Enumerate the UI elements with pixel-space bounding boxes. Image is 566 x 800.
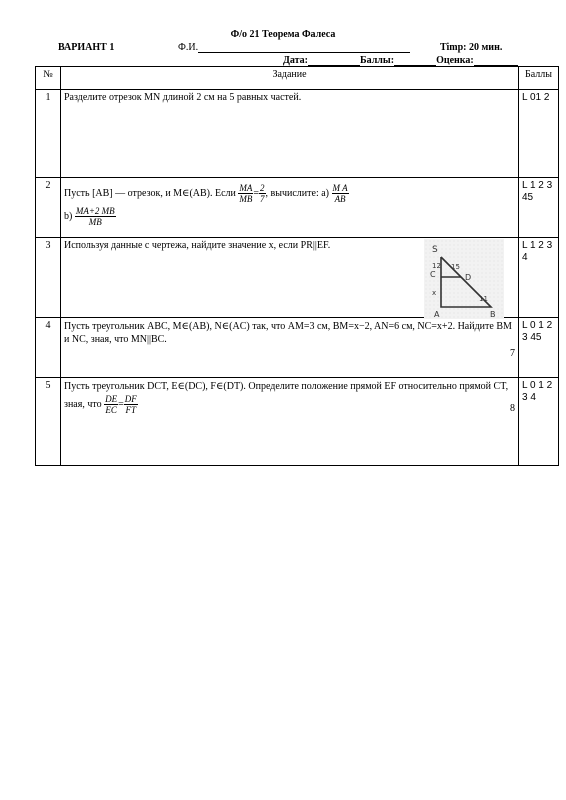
label-s: S	[432, 245, 438, 255]
col-points-header: Баллы	[519, 67, 559, 90]
task-points: L 01 2	[519, 90, 559, 178]
fraction-df-ft	[124, 394, 138, 415]
page-title: Ф/о 21 Теорема Фалеса	[230, 29, 336, 40]
task-points: L 0 1 2 3 4	[519, 378, 559, 466]
label-12: 12	[432, 262, 441, 270]
frac-numerator: DE	[105, 394, 118, 404]
task-text: Пусть треугольник ABC, M∈(AB), N∈(AC) так, что AM=3 см, BM=x−2, AN=6 см, NC=x+2. Найдите BM и NC, зная, что MN||BC.	[64, 321, 512, 345]
task-cell	[61, 318, 519, 378]
fraction-de-ec	[104, 394, 118, 415]
frac-denominator: 7	[260, 194, 265, 204]
date-line[interactable]	[308, 55, 360, 66]
label-d: D	[465, 273, 472, 282]
label-x: x	[432, 289, 437, 297]
task-number: 2	[36, 178, 61, 238]
task-score: 7	[510, 348, 515, 359]
name-line[interactable]	[198, 42, 410, 53]
label-c: C	[430, 270, 436, 279]
time-limit: Timp: 20 мин.	[440, 42, 503, 53]
date-label: Дата:	[283, 55, 308, 66]
fraction-ma-mb	[238, 183, 253, 204]
label-15: 15	[451, 263, 460, 271]
table-row	[36, 378, 559, 466]
table-row	[36, 238, 559, 318]
label-a: A	[434, 310, 440, 319]
task-text-part: b)	[64, 210, 73, 222]
tasks-table	[35, 66, 559, 466]
frac-denominator: EC	[105, 405, 117, 415]
grade-line[interactable]	[474, 55, 518, 66]
col-num-header: №	[36, 67, 61, 90]
frac-numerator: MA+2 MB	[75, 206, 115, 216]
task-text: Пусть треугольник DCT, E∈(DC), F∈(DT). Определите положение прямой EF относительно прямой CT, зная, что	[64, 381, 509, 410]
label-b: B	[490, 310, 496, 319]
name-label: Ф.И.	[178, 42, 199, 53]
name-field[interactable]	[178, 42, 410, 53]
col-task-header: Задание	[61, 67, 519, 90]
task-number: 5	[36, 378, 61, 466]
frac-numerator: M A	[332, 183, 348, 193]
points-label: Баллы:	[360, 55, 395, 66]
task-number: 3	[36, 238, 61, 318]
task-text-part: Пусть [AB] — отрезок, и M∈(AB). Если	[64, 187, 236, 199]
fraction-ma2mb-mb	[75, 206, 116, 227]
task-cell	[61, 378, 519, 466]
variant-label: ВАРИАНТ 1	[58, 42, 115, 53]
frac-denominator: MB	[88, 217, 102, 227]
frac-numerator: 2	[260, 183, 265, 193]
frac-denominator: FT	[125, 405, 136, 415]
triangle-diagram	[424, 239, 504, 319]
task-number: 1	[36, 90, 61, 178]
frac-numerator: DF	[124, 394, 137, 404]
task-score: 8	[510, 403, 515, 414]
task-points: L 1 2 3 45	[519, 178, 559, 238]
frac-denominator: MB	[239, 194, 253, 204]
task-number: 4	[36, 318, 61, 378]
frac-denominator: AB	[334, 194, 346, 204]
task-text: Используя данные с чертежа, найдите значение x, если PR||EF.	[64, 240, 331, 251]
task-text-part: , вычислите: a)	[265, 187, 330, 199]
label-11: 11	[479, 295, 488, 303]
meta-fields	[283, 55, 518, 66]
table-header-row	[36, 67, 559, 90]
task-cell	[61, 238, 519, 318]
frac-numerator: MA	[239, 183, 253, 193]
task-points: L 0 1 2 3 45	[519, 318, 559, 378]
task-text: Разделите отрезок MN длиной 2 см на 5 равных частей.	[61, 90, 519, 178]
table-row	[36, 318, 559, 378]
task-text	[61, 178, 519, 238]
points-line[interactable]	[394, 55, 436, 66]
table-row	[36, 178, 559, 238]
equals-sign: =	[253, 187, 260, 199]
table-row	[36, 90, 559, 178]
fraction-ma-ab	[332, 183, 349, 204]
grade-label: Оценка:	[436, 55, 474, 66]
task-points: L 1 2 3 4	[519, 238, 559, 318]
equals-sign: =	[118, 398, 124, 410]
